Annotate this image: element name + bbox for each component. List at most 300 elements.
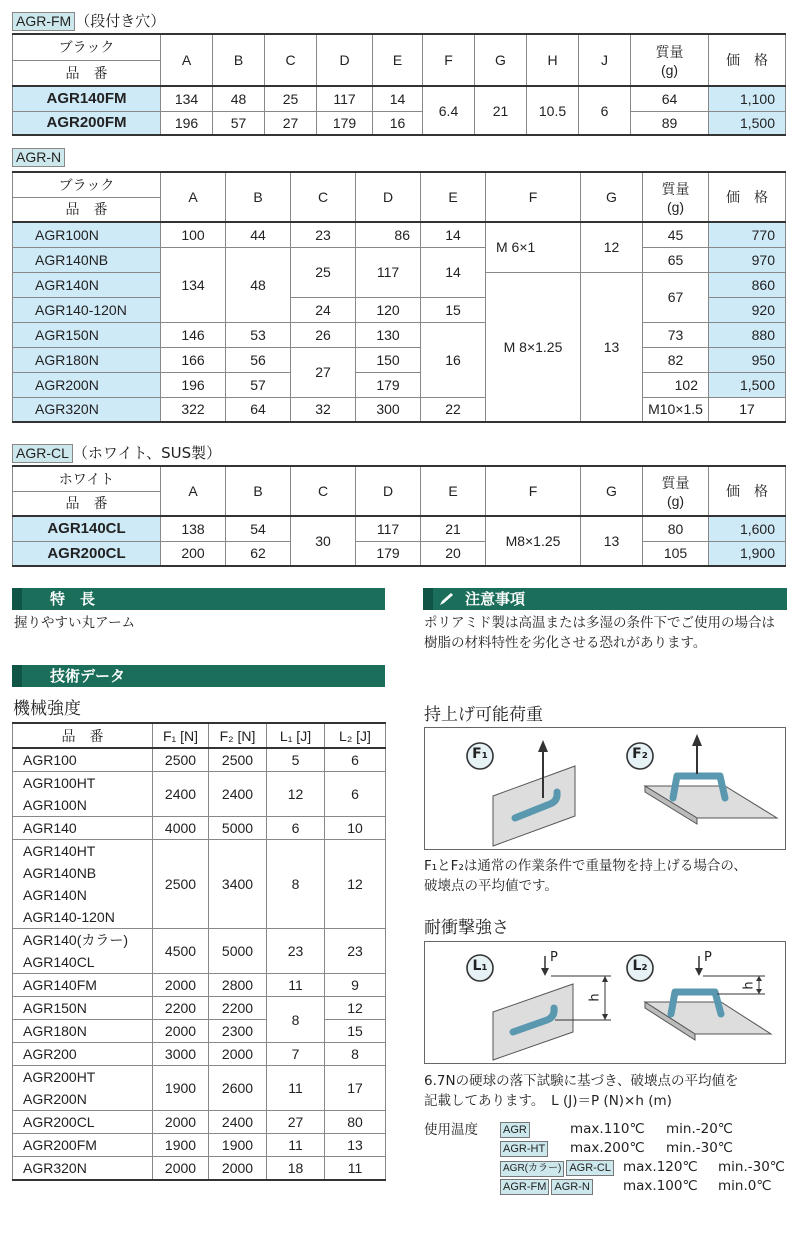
fm-h-mass: [631, 34, 709, 86]
strength-table-body: [13, 748, 386, 1180]
cl-tag: AGR-CL: [12, 444, 73, 463]
cl-h-mass-label: 質量: [661, 475, 690, 491]
n-cell: 179: [356, 372, 421, 397]
fm-h-d: D: [317, 34, 373, 86]
n-price: 950: [709, 347, 786, 372]
cl-h-a: A: [161, 466, 226, 516]
strength-f1: 4000: [153, 817, 209, 840]
strength-part-name: AGR140NB: [23, 865, 97, 881]
strength-part: [13, 1134, 153, 1157]
strength-part: [13, 1043, 153, 1066]
cl-cell: 117: [356, 516, 421, 541]
table-row: [13, 1157, 386, 1181]
temp-label: 使用温度: [424, 1122, 478, 1138]
lift-line-2: 破壊点の平均値です。: [424, 878, 558, 894]
features-text: 握りやすい丸アーム: [14, 615, 136, 631]
n-part: AGR140-120N: [13, 297, 161, 322]
fm-h-j: J: [579, 34, 631, 86]
n-price: 1,500: [709, 372, 786, 397]
temp-tag: AGR-CL: [566, 1160, 614, 1176]
cl-cell: 54: [226, 516, 291, 541]
n-cell: 17: [709, 397, 786, 422]
n-h-a: A: [161, 172, 226, 222]
n-cell: 146: [161, 322, 226, 347]
strength-l2: 15: [325, 1020, 386, 1043]
table-row: [13, 748, 386, 772]
lift-title: 持上げ可能荷重: [424, 705, 543, 725]
strength-f2: 1900: [209, 1134, 267, 1157]
strength-f2: 2000: [209, 1157, 267, 1181]
st-h-l2: L₂ [J]: [325, 723, 386, 748]
n-price: 920: [709, 297, 786, 322]
n-h-c: C: [291, 172, 356, 222]
impact-p-label-1: P: [550, 950, 558, 965]
n-cell: 65: [643, 247, 709, 272]
table-row: [13, 372, 786, 397]
n-cell: 196: [161, 372, 226, 397]
n-cell: 120: [356, 297, 421, 322]
strength-part: [13, 840, 153, 929]
table-row: [13, 222, 786, 247]
impact-p-label-2: P: [704, 950, 712, 965]
fm-h-f: F: [423, 34, 475, 86]
n-cell: 22: [421, 397, 486, 422]
strength-f1: 2400: [153, 772, 209, 817]
n-part: AGR150N: [13, 322, 161, 347]
table-row: [13, 1043, 386, 1066]
cl-cell: 179: [356, 541, 421, 566]
strength-f2: 2300: [209, 1020, 267, 1043]
fm-f: 6.4: [423, 86, 475, 135]
strength-f1: 2200: [153, 997, 209, 1020]
strength-part: [13, 772, 153, 817]
fm-h-b: B: [213, 34, 265, 86]
cl-cell: 200: [161, 541, 226, 566]
cl-h-part: 品 番: [13, 491, 161, 516]
temp-tag: AGR(カラー): [500, 1161, 564, 1177]
strength-l1: 27: [267, 1111, 325, 1134]
strength-f2: 5000: [209, 929, 267, 974]
lift-f1-label: F₁: [472, 746, 488, 762]
strength-part-name: AGR150N: [23, 1000, 87, 1016]
strength-f1: 2000: [153, 974, 209, 997]
n-h-price: 価 格: [709, 172, 786, 222]
fm-h-g: G: [475, 34, 527, 86]
n-price: 880: [709, 322, 786, 347]
table-row: [13, 1134, 386, 1157]
cl-cell: 105: [643, 541, 709, 566]
lift-f2-label: F₂: [632, 746, 648, 762]
cl-cell: 80: [643, 516, 709, 541]
strength-part-name: AGR200FM: [23, 1137, 97, 1153]
impact-l2-label: L₂: [632, 958, 648, 974]
table-row: [13, 997, 386, 1020]
fm-cell: 25: [265, 86, 317, 111]
cl-h-d: D: [356, 466, 421, 516]
strength-part-name: AGR180N: [23, 1023, 87, 1039]
strength-part: [13, 748, 153, 772]
strength-f1: 2500: [153, 748, 209, 772]
n-cell: 16: [421, 322, 486, 397]
n-cell: 82: [643, 347, 709, 372]
fm-part: AGR200FM: [13, 111, 161, 135]
strength-f1: 2000: [153, 1157, 209, 1181]
n-cell: 45: [643, 222, 709, 247]
n-h-mass-unit: (g): [666, 199, 685, 215]
cl-cell: 20: [421, 541, 486, 566]
strength-part-name: AGR100N: [23, 797, 87, 813]
fm-tag: AGR-FM: [12, 12, 75, 31]
n-part: AGR100N: [13, 222, 161, 247]
n-h-color: ブラック: [13, 172, 161, 197]
st-h-f2: F₂ [N]: [209, 723, 267, 748]
table-row: [13, 111, 786, 135]
strength-l2: 6: [325, 748, 386, 772]
n-part: AGR140NB: [13, 247, 161, 272]
strength-l1: 18: [267, 1157, 325, 1181]
strength-l2: 9: [325, 974, 386, 997]
n-cell: 67: [643, 272, 709, 322]
caution-line-2: 樹脂の材料特性を劣化させる恐れがあります。: [424, 635, 707, 651]
st-h-f1: F₁ [N]: [153, 723, 209, 748]
fm-table: [12, 33, 786, 136]
fm-cell: 64: [631, 86, 709, 111]
strength-part-name: AGR100: [23, 752, 77, 768]
temp-list: [500, 1121, 796, 1197]
strength-l2: 12: [325, 997, 386, 1020]
fm-cell: 179: [317, 111, 373, 135]
temp-max: max.110℃: [570, 1121, 645, 1137]
n-cell: 14: [421, 247, 486, 297]
fm-price: 1,500: [709, 111, 786, 135]
fm-h-mass-unit: (g): [660, 62, 679, 78]
table-row: [13, 347, 786, 372]
temp-row: [500, 1140, 796, 1159]
strength-f2: 3400: [209, 840, 267, 929]
n-h-e: E: [421, 172, 486, 222]
features-header: 特 長: [12, 588, 385, 610]
n-cell: 15: [421, 297, 486, 322]
impact-h-label-2: h: [741, 981, 757, 990]
fm-h-e: E: [373, 34, 423, 86]
n-h-f: F: [486, 172, 581, 222]
n-price: 970: [709, 247, 786, 272]
temp-row: [500, 1121, 796, 1140]
strength-part: [13, 817, 153, 840]
temp-tag: AGR-N: [551, 1179, 592, 1195]
strength-l1: 7: [267, 1043, 325, 1066]
n-cell: 26: [291, 322, 356, 347]
table-row: [13, 840, 386, 929]
n-table: [12, 171, 786, 423]
table-row: [13, 772, 386, 817]
n-cell: M10×1.5: [643, 397, 709, 422]
n-cell: 57: [226, 372, 291, 397]
table-row: [13, 247, 786, 272]
n-cell: M 8×1.25: [486, 272, 581, 422]
strength-l2: 23: [325, 929, 386, 974]
cl-h-f: F: [486, 466, 581, 516]
st-h-l1: L₁ [J]: [267, 723, 325, 748]
lift-diagram: [424, 727, 786, 850]
fm-h: 10.5: [527, 86, 579, 135]
caution-title: 注意事項: [465, 590, 526, 608]
strength-l1: 11: [267, 1066, 325, 1111]
n-cell: 100: [161, 222, 226, 247]
strength-part-name: AGR100HT: [23, 775, 96, 791]
strength-part: [13, 929, 153, 974]
temp-tag: AGR-HT: [500, 1141, 548, 1157]
n-h-g: G: [581, 172, 643, 222]
strength-l2: 6: [325, 772, 386, 817]
caution-line-1: ポリアミド製は高温または多湿の条件下でご使用の場合は: [424, 615, 775, 631]
temp-min: min.-30℃: [718, 1159, 785, 1175]
n-cell: 53: [226, 322, 291, 347]
cl-cell: 138: [161, 516, 226, 541]
cl-price: 1,600: [709, 516, 786, 541]
strength-l2: 12: [325, 840, 386, 929]
impact-line-1: 6.7Nの硬球の落下試験に基づき、破壊点の平均値を: [424, 1073, 739, 1089]
cl-c: 30: [291, 516, 356, 566]
strength-part-name: AGR140-120N: [23, 909, 115, 925]
n-section-title: [12, 148, 65, 167]
strength-part: [13, 1157, 153, 1181]
fm-section-title: [12, 10, 165, 31]
n-cell: 13: [581, 272, 643, 422]
strength-l1: 12: [267, 772, 325, 817]
cl-f: M8×1.25: [486, 516, 581, 566]
strength-f2: 2400: [209, 1111, 267, 1134]
temp-tag: AGR-FM: [500, 1179, 549, 1195]
fm-h-price: 価 格: [709, 34, 786, 86]
temp-max: max.100℃: [623, 1178, 698, 1194]
cl-h-price: 価 格: [709, 466, 786, 516]
strength-part-name: AGR140: [23, 820, 77, 836]
cl-h-color: ホワイト: [13, 466, 161, 491]
strength-part: [13, 974, 153, 997]
cl-h-c: C: [291, 466, 356, 516]
strength-f2: 2500: [209, 748, 267, 772]
cl-cell: 62: [226, 541, 291, 566]
n-cell: 56: [226, 347, 291, 372]
n-h-d: D: [356, 172, 421, 222]
n-cell: 25: [291, 247, 356, 297]
cl-table: [12, 465, 786, 567]
strength-part-name: AGR200HT: [23, 1069, 96, 1085]
strength-table: [12, 722, 386, 1181]
n-part: AGR200N: [13, 372, 161, 397]
cl-h-g: G: [581, 466, 643, 516]
table-row: [13, 1111, 386, 1134]
pen-icon: [437, 591, 455, 607]
strength-part-name: AGR200: [23, 1046, 77, 1062]
strength-f1: 2000: [153, 1020, 209, 1043]
n-cell: 322: [161, 397, 226, 422]
strength-l2: 11: [325, 1157, 386, 1181]
fm-cell: 89: [631, 111, 709, 135]
strength-l1: 23: [267, 929, 325, 974]
table-row: [13, 817, 386, 840]
table-row: [13, 86, 786, 111]
cl-h-mass: [643, 466, 709, 516]
cl-price: 1,900: [709, 541, 786, 566]
strength-part-name: AGR140N: [23, 887, 87, 903]
strength-f1: 2000: [153, 1111, 209, 1134]
strength-f2: 2200: [209, 997, 267, 1020]
strength-part-name: AGR140FM: [23, 977, 97, 993]
strength-f1: 1900: [153, 1134, 209, 1157]
n-cell: 300: [356, 397, 421, 422]
lift-line-1: F₁とF₂は通常の作業条件で重量物を持上げる場合の、: [424, 858, 747, 874]
cl-h-mass-unit: (g): [666, 493, 685, 509]
fm-h-part: 品 番: [13, 60, 161, 86]
fm-cell: 57: [213, 111, 265, 135]
strength-l1: 6: [267, 817, 325, 840]
impact-l1-label: L₁: [472, 958, 488, 974]
lift-text: [424, 856, 747, 896]
n-cell: 73: [643, 322, 709, 347]
tech-header: 技術データ: [12, 665, 385, 687]
strength-l1: 8: [267, 840, 325, 929]
strength-l1: 8: [267, 997, 325, 1043]
table-row: [13, 1020, 386, 1043]
n-cell: 102: [643, 372, 709, 397]
n-cell: 150: [356, 347, 421, 372]
cl-note: （ホワイト、SUS製）: [72, 444, 222, 462]
cl-part: AGR200CL: [13, 541, 161, 566]
impact-title: 耐衝撃強さ: [424, 918, 509, 938]
fm-h-c: C: [265, 34, 317, 86]
fm-j: 6: [579, 86, 631, 135]
tech-subtitle: 機械強度: [13, 699, 81, 719]
fm-price: 1,100: [709, 86, 786, 111]
temp-row: [500, 1159, 796, 1178]
fm-h-mass-label: 質量: [655, 44, 684, 60]
temp-row: [500, 1178, 796, 1197]
n-cell: 12: [581, 222, 643, 272]
n-cell: 24: [291, 297, 356, 322]
caution-header: [423, 588, 787, 610]
fm-h-h: H: [527, 34, 579, 86]
strength-l1: 11: [267, 974, 325, 997]
strength-part-name: AGR200N: [23, 1091, 87, 1107]
table-row: [13, 1066, 386, 1111]
n-cell: 48: [226, 247, 291, 322]
n-cell: M 6×1: [486, 222, 581, 272]
n-cell: 130: [356, 322, 421, 347]
cl-part: AGR140CL: [13, 516, 161, 541]
fm-cell: 48: [213, 86, 265, 111]
strength-part: [13, 1020, 153, 1043]
n-tag: AGR-N: [12, 148, 65, 167]
fm-cell: 27: [265, 111, 317, 135]
cl-section-title: [12, 442, 221, 463]
cl-h-e: E: [421, 466, 486, 516]
n-cell: 32: [291, 397, 356, 422]
strength-part: [13, 1111, 153, 1134]
table-row: [13, 397, 786, 422]
fm-h-a: A: [161, 34, 213, 86]
n-cell: 14: [421, 222, 486, 247]
strength-f2: 2600: [209, 1066, 267, 1111]
fm-g: 21: [475, 86, 527, 135]
temp-min: min.-30℃: [666, 1140, 733, 1156]
strength-part-name: AGR200CL: [23, 1114, 95, 1130]
cl-cell: 21: [421, 516, 486, 541]
fm-cell: 16: [373, 111, 423, 135]
fm-note: （段付き穴）: [75, 12, 166, 30]
n-part: AGR320N: [13, 397, 161, 422]
cl-g: 13: [581, 516, 643, 566]
n-h-mass-label: 質量: [661, 181, 690, 197]
n-cell: 44: [226, 222, 291, 247]
caution-text: [424, 613, 775, 653]
strength-l2: 13: [325, 1134, 386, 1157]
fm-cell: 14: [373, 86, 423, 111]
fm-h-color: ブラック: [13, 34, 161, 60]
impact-diagram: [424, 941, 786, 1064]
temp-max: max.200℃: [570, 1140, 645, 1156]
n-part: AGR140N: [13, 272, 161, 297]
fm-cell: 134: [161, 86, 213, 111]
strength-f1: 2500: [153, 840, 209, 929]
n-cell: 27: [291, 347, 356, 397]
n-price: 860: [709, 272, 786, 297]
n-cell: 134: [161, 247, 226, 322]
strength-l2: 17: [325, 1066, 386, 1111]
n-h-part: 品 番: [13, 197, 161, 222]
n-cell: 86: [356, 222, 421, 247]
table-row: [13, 516, 786, 541]
n-cell: 64: [226, 397, 291, 422]
strength-part: [13, 1066, 153, 1111]
n-h-mass: [643, 172, 709, 222]
strength-f2: 5000: [209, 817, 267, 840]
strength-part-name: AGR320N: [23, 1160, 87, 1176]
table-row: [13, 541, 786, 566]
strength-f1: 3000: [153, 1043, 209, 1066]
temp-tag: AGR: [500, 1122, 530, 1138]
fm-cell: 117: [317, 86, 373, 111]
impact-text: [424, 1071, 739, 1111]
strength-l1: 5: [267, 748, 325, 772]
n-part: AGR180N: [13, 347, 161, 372]
strength-f2: 2800: [209, 974, 267, 997]
strength-f1: 1900: [153, 1066, 209, 1111]
strength-l2: 10: [325, 817, 386, 840]
temp-min: min.-20℃: [666, 1121, 733, 1137]
strength-l2: 80: [325, 1111, 386, 1134]
cl-h-b: B: [226, 466, 291, 516]
table-row: [13, 974, 386, 997]
impact-h-label-1: h: [587, 993, 603, 1002]
fm-part: AGR140FM: [13, 86, 161, 111]
n-cell: 117: [356, 247, 421, 297]
table-row: [13, 322, 786, 347]
fm-cell: 196: [161, 111, 213, 135]
strength-part-name: AGR140(カラー): [23, 932, 129, 948]
strength-part-name: AGR140HT: [23, 843, 96, 859]
temp-max: max.120℃: [623, 1159, 698, 1175]
n-h-b: B: [226, 172, 291, 222]
n-price: 770: [709, 222, 786, 247]
st-h-part: 品 番: [13, 723, 153, 748]
n-cell: 23: [291, 222, 356, 247]
table-row: [13, 929, 386, 974]
strength-part: [13, 997, 153, 1020]
strength-f2: 2000: [209, 1043, 267, 1066]
impact-line-2: 記載してあります。 L (J)＝P (N)×h (m): [424, 1093, 672, 1109]
